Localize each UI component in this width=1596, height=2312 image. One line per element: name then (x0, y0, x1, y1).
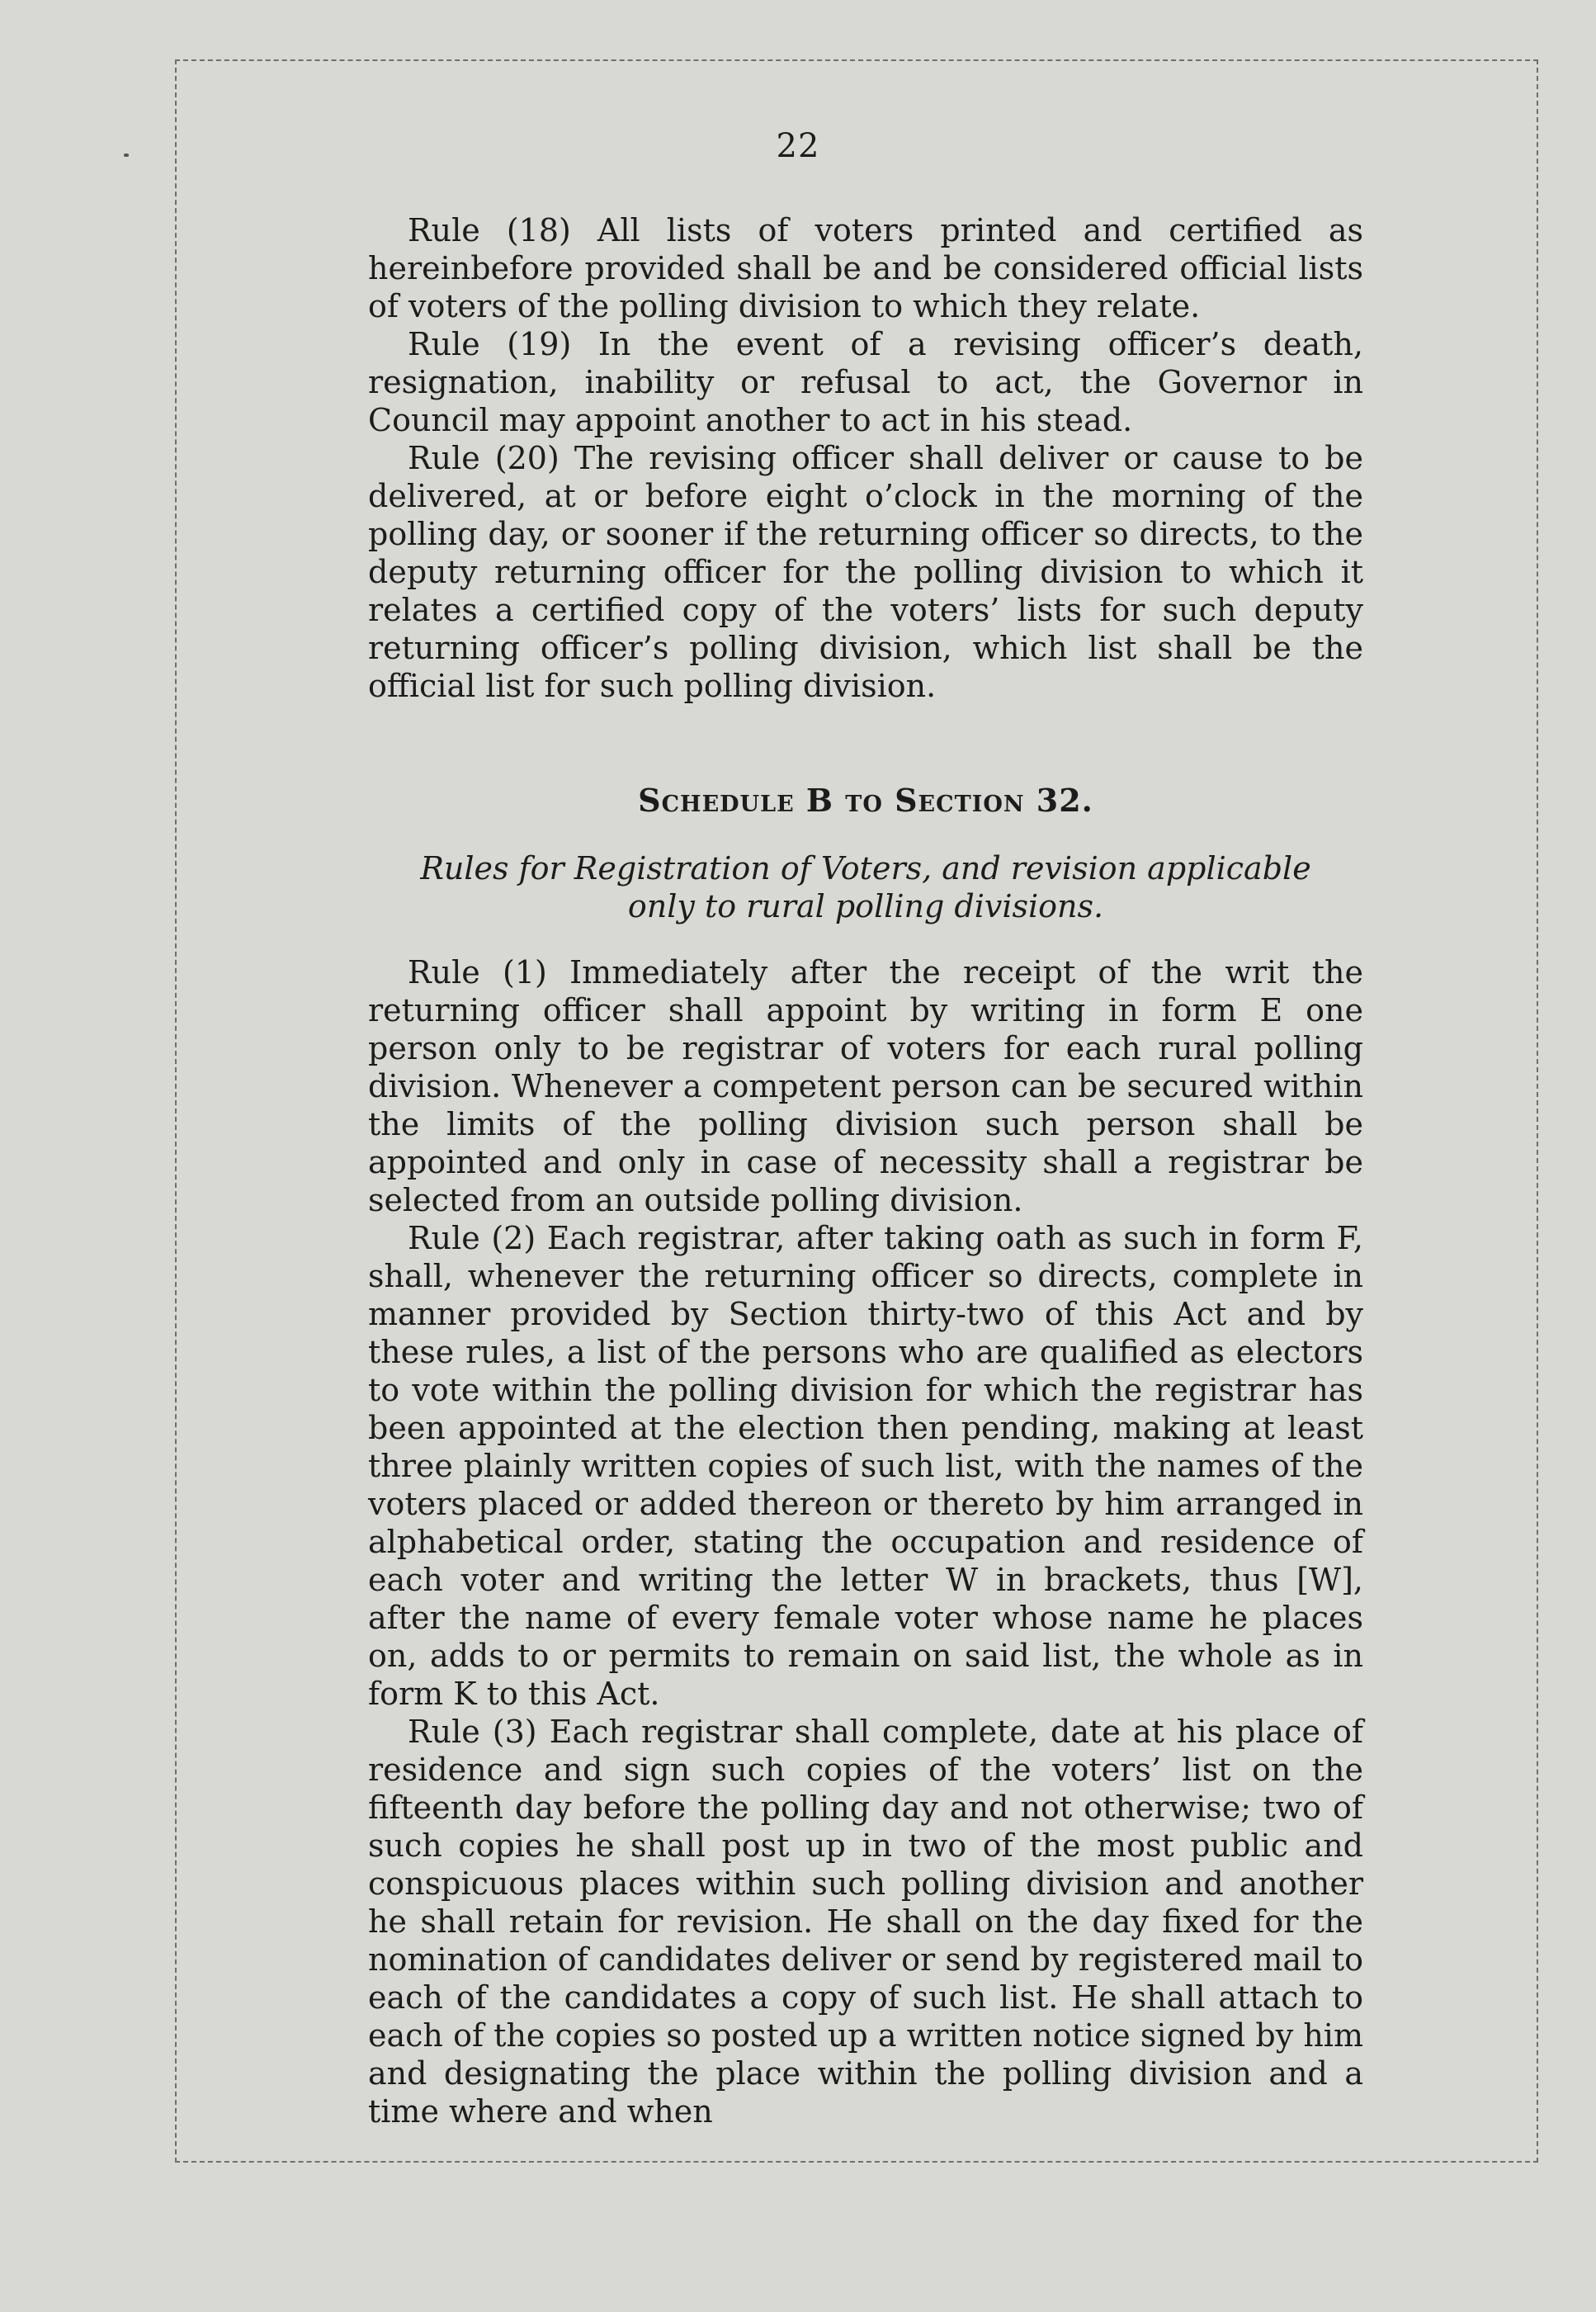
schedule-subtitle: Rules for Registration of Voters, and revision applicable only to rural polling divisions. (420, 850, 1311, 924)
rule-1-paragraph: Rule (1) Immediately after the receipt of the writ the returning officer shall appoint by writing in form E one person only to be registrar of voters for each rural polling division. Whenever a competent person can be secured within the limits of the polling division such person shall be appointed and only in case of necessity shall a registrar be selected from an outside polling division. (368, 954, 1363, 1218)
rule-19-paragraph: Rule (19) In the event of a revising officer’s death, resignation, inability or refusal to act, the Governor in Council may appoint another to act in his stead. (368, 326, 1363, 438)
rule-3-paragraph: Rule (3) Each registrar shall complete, date at his place of residence and sign such copies of the voters’ list on the fifteenth day before the polling day and not otherwise; two of such copies he shall post up in two of the most public and conspicuous places within such polling division and another he shall retain for revision. He shall on the day fixed for the nomination of candidates deliver or send by registered mail to each of the candidates a copy of such list. He shall attach to each of the copies so posted up a written notice signed by him and designating the place within the polling division and a time where and when (368, 1714, 1363, 2130)
rule-2-paragraph: Rule (2) Each registrar, after taking oath as such in form F, shall, whenever the returning officer so directs, complete in manner provided by Section thirty-two of this Act and by these rules, a list of the persons who are qualified as electors to vote within the polling division for which the registrar has been appointed at the election then pending, making at least three plainly written copies of such list, with the names of the voters placed or added thereon or thereto by him arranged in alphabetical order, stating the occupation and residence of each voter and writing the letter W in brackets, thus [W], after the name of every female voter whose name he places on, adds to or permits to remain on said list, the whole as in form K to this Act. (368, 1220, 1363, 1712)
page-number: 22 (776, 127, 820, 165)
rule-18-paragraph: Rule (18) All lists of voters printed and certified as hereinbefore provided shall be and be considered official lists of voters of the polling division to which they relate. (368, 212, 1363, 324)
rule-20-paragraph: Rule (20) The revising officer shall deliver or cause to be delivered, at or before eight o’clock in the morning of the polling day, or sooner if the returning officer so directs, to the deputy returning officer for the polling division to which it relates a certified copy of the voters’ lists for such deputy returning officer’s polling division, which list shall be the official list for such polling division. (368, 440, 1363, 704)
text-column (368, 211, 1363, 2130)
schedule-heading: Schedule B to Section 32. (638, 782, 1093, 819)
